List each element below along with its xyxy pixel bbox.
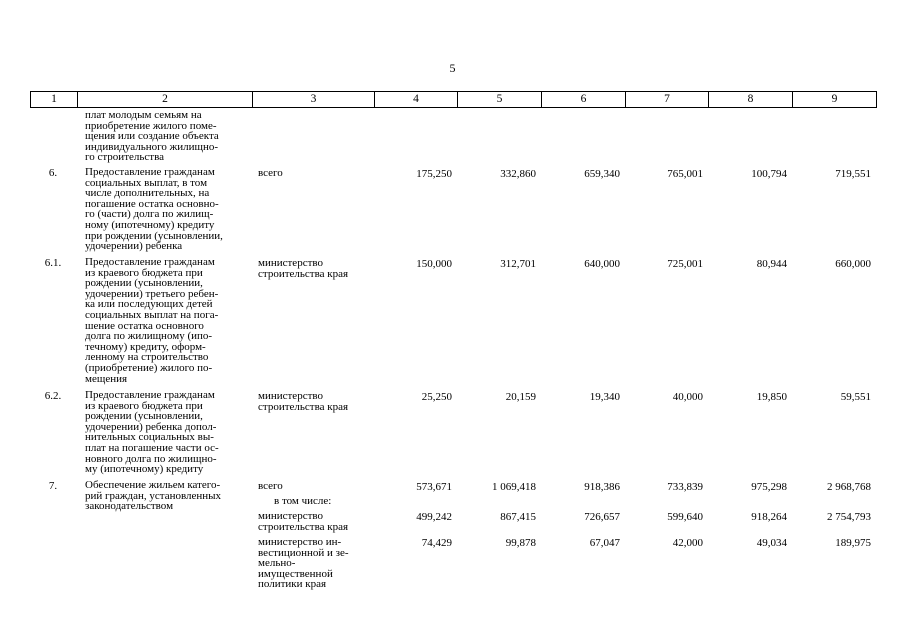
- row-name-line: при рождении (усыновлении,: [85, 229, 223, 242]
- value-cell: 1 069,418: [492, 481, 536, 493]
- row-name-line: Предоставление гражданам: [85, 166, 215, 178]
- row-name-line: го строительства: [85, 151, 165, 164]
- row-name-line: числе дополнительных, на: [85, 187, 210, 200]
- value-cell: 573,671: [416, 481, 452, 493]
- column-header: 2: [78, 92, 253, 108]
- page-number: 5: [449, 61, 456, 75]
- row-name-line: социальных выплат на пога-: [85, 309, 219, 321]
- column-header: 4: [375, 92, 458, 108]
- funding-source-line: министерство: [258, 257, 324, 269]
- column-header: 8: [709, 92, 793, 108]
- row-name-line: ному (ипотечному) кредиту: [85, 219, 215, 231]
- funding-source-line: министерство: [258, 390, 324, 402]
- value-cell: 150,000: [416, 258, 452, 270]
- value-cell: 659,340: [584, 168, 620, 180]
- value-cell: 312,701: [500, 258, 536, 270]
- value-cell: 59,551: [840, 391, 871, 403]
- column-header: 6: [542, 92, 626, 108]
- row-name-line: удочерении) ребенка: [85, 240, 183, 253]
- row-number: 6.2.: [44, 390, 62, 402]
- value-cell: 726,657: [584, 511, 620, 523]
- value-cell: 189,975: [835, 537, 871, 549]
- value-cell: 599,640: [667, 511, 703, 523]
- value-cell: 733,839: [667, 481, 703, 493]
- row-name-line: новного долга по жилищно-: [85, 452, 217, 465]
- row-name-line: мещения: [85, 372, 128, 385]
- row-name-line: шение остатка основного: [85, 319, 204, 332]
- value-cell: 2 754,793: [827, 511, 871, 523]
- row-name-line: законодательством: [85, 500, 174, 513]
- value-cell: 74,429: [421, 537, 452, 549]
- column-header-row: [30, 91, 877, 108]
- row-name-line: го (части) долга по жилищ-: [85, 208, 214, 221]
- row-name-line: погашение остатка основно-: [85, 197, 219, 210]
- value-cell: 49,034: [756, 537, 787, 549]
- row-number: 6.: [48, 167, 58, 179]
- value-cell: 765,001: [667, 168, 703, 180]
- funding-source-line: мельно-: [258, 557, 296, 570]
- row-name-line: му (ипотечному) кредиту: [85, 463, 204, 476]
- row-name-line: (приобретение) жилого по-: [85, 362, 213, 374]
- value-cell: 499,242: [416, 511, 452, 523]
- row-name-line: ка или последующих детей: [85, 298, 213, 311]
- column-header: 1: [31, 92, 78, 108]
- value-cell: 975,298: [751, 481, 787, 493]
- column-header: 9: [793, 92, 877, 108]
- value-cell: 67,047: [589, 537, 620, 549]
- row-name-line: удочерении) ребенка допол-: [85, 420, 217, 433]
- value-cell: 867,415: [500, 511, 536, 523]
- funding-source-line: строительства края: [258, 267, 349, 280]
- funding-source-line: министерство: [258, 510, 324, 522]
- value-cell: 19,340: [589, 391, 620, 403]
- column-header: 5: [458, 92, 542, 108]
- value-cell: 80,944: [756, 258, 787, 270]
- row-name-line: удочерении) третьего ребен-: [85, 287, 219, 300]
- funding-source-line: министерство ин-: [258, 536, 342, 548]
- row-name-line: Предоставление гражданам: [85, 256, 215, 268]
- funding-source-line: вестиционной и зе-: [258, 546, 349, 559]
- row-number: 7.: [48, 480, 58, 492]
- value-cell: 332,860: [500, 168, 536, 180]
- row-name-line: из краевого бюджета при: [85, 399, 203, 412]
- value-cell: 725,001: [667, 258, 703, 270]
- row-name-line: рождении (усыновлении,: [85, 410, 203, 423]
- row-name-line: плат на погашение части ос-: [85, 442, 219, 454]
- row-name-line: Обеспечение жильем катего-: [85, 479, 221, 491]
- funding-source-line: всего: [258, 480, 283, 492]
- value-cell: 25,250: [421, 391, 452, 403]
- row-name-line: из краевого бюджета при: [85, 266, 203, 279]
- column-header: 3: [253, 92, 375, 108]
- value-cell: 640,000: [584, 258, 620, 270]
- column-header: 7: [626, 92, 709, 108]
- row-name-line: социальных выплат, в том: [85, 176, 208, 189]
- value-cell: 175,250: [416, 168, 452, 180]
- value-cell: 42,000: [672, 537, 703, 549]
- row-name-line: щения или создание объекта: [85, 130, 219, 143]
- row-name-line: Предоставление гражданам: [85, 389, 215, 401]
- value-cell: 719,551: [835, 168, 871, 180]
- row-name-line: нительных социальных вы-: [85, 431, 214, 444]
- row-name-line: долга по жилищному (ипо-: [85, 330, 213, 343]
- value-cell: 40,000: [672, 391, 703, 403]
- row-name-line: индивидуального жилищно-: [85, 140, 219, 153]
- value-cell: 2 968,768: [827, 481, 871, 493]
- row-name-line: рий граждан, установленных: [85, 489, 222, 502]
- row-name-line: плат молодым семьям на: [85, 109, 202, 121]
- value-cell: 20,159: [505, 391, 536, 403]
- value-cell: 19,850: [756, 391, 787, 403]
- row-name-line: течному) кредиту, оформ-: [85, 340, 206, 353]
- value-cell: 660,000: [835, 258, 871, 270]
- funding-source-line: политики края: [258, 578, 327, 591]
- value-cell: 100,794: [751, 168, 787, 180]
- row-name-line: рождении (усыновлении,: [85, 277, 203, 290]
- funding-source-line: строительства края: [258, 520, 349, 533]
- row-number: 6.1.: [44, 257, 62, 269]
- row-name-line: ленному на строительство: [85, 351, 209, 364]
- funding-source-line: всего: [258, 167, 283, 179]
- value-cell: 918,386: [584, 481, 620, 493]
- value-cell: 99,878: [505, 537, 536, 549]
- value-cell: 918,264: [751, 511, 787, 523]
- funding-source-line: имущественной: [258, 567, 333, 580]
- funding-source-line: в том числе:: [274, 495, 332, 507]
- row-name-line: приобретение жилого поме-: [85, 119, 217, 132]
- funding-source-line: строительства края: [258, 400, 349, 413]
